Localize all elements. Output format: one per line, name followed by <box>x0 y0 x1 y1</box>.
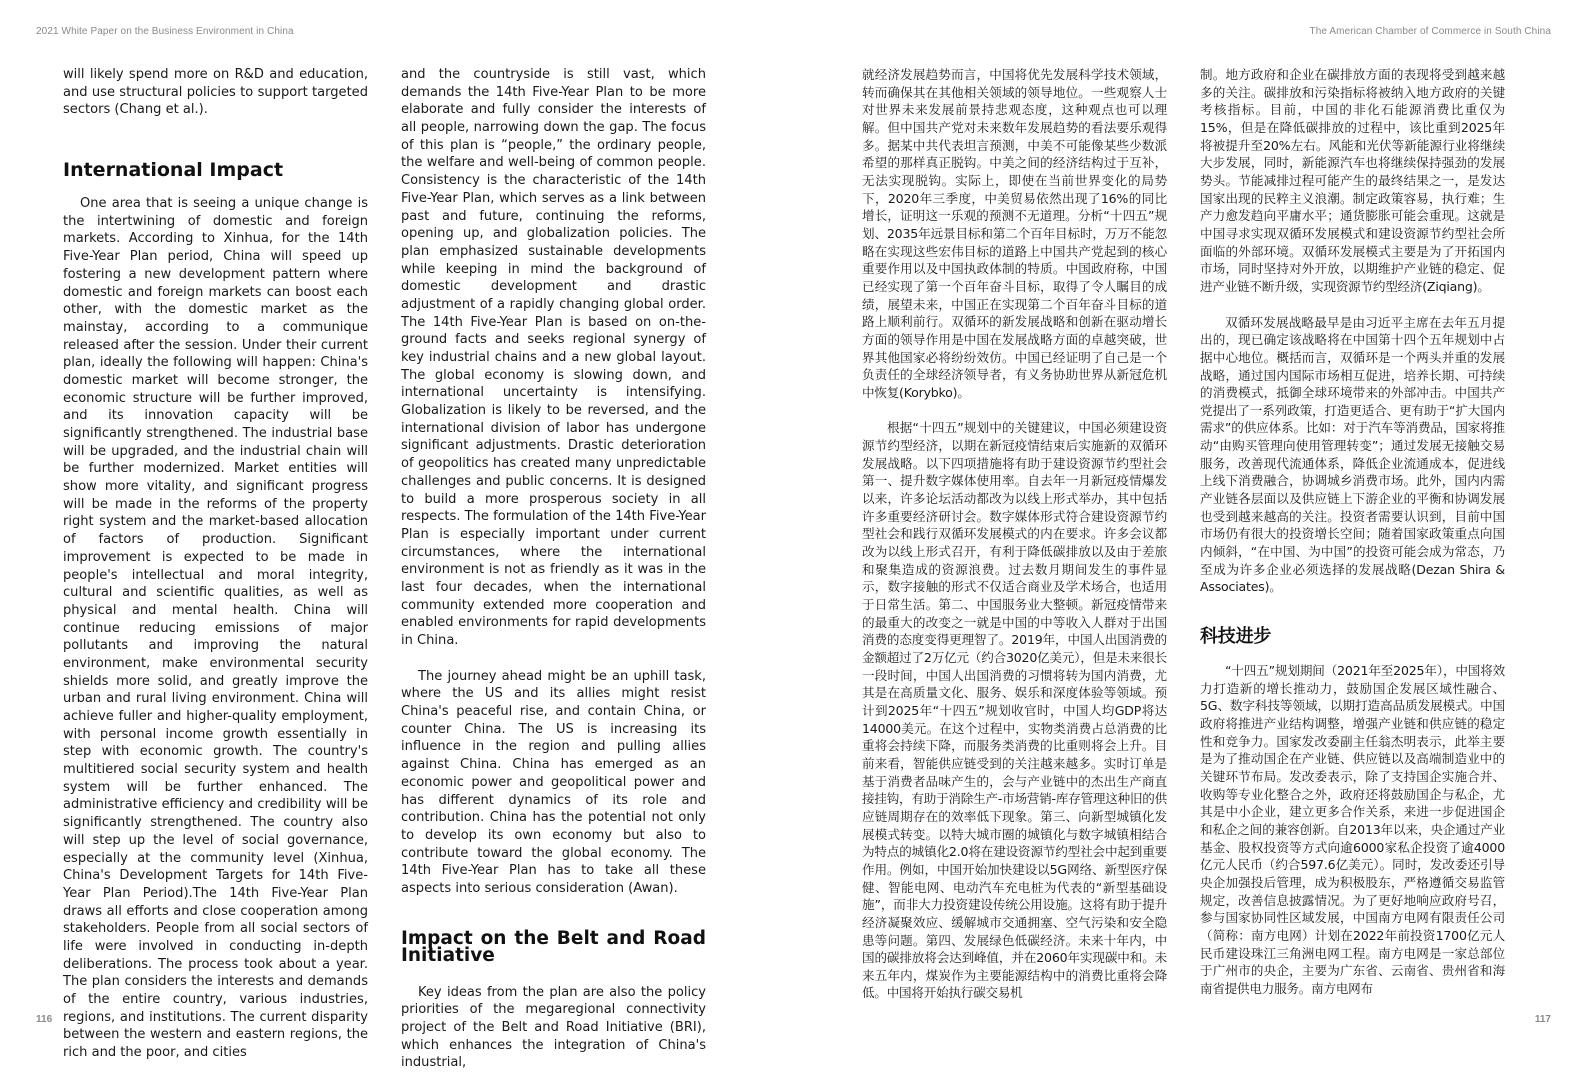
paragraph: will likely spend more on R&D and education, and use structural policies to support targeted sectors (Chang et al.). <box>63 67 368 118</box>
column-4 <box>1200 66 1505 996</box>
column-3 <box>862 66 1167 1001</box>
paragraph: Key ideas from the plan are also the policy priorities of the megaregional connectivity project of the Belt and Road Initiative (BRI), which enhances the integration of China's industrial, <box>401 984 706 1071</box>
column-1 <box>63 66 368 1061</box>
page-number-right: 117 <box>1534 1014 1551 1025</box>
paragraph: and the countryside is still vast, which demands the 14th Five-Year Plan to be more elaborate and fully consider the interests of all people, narrowing down the gap. The focus of this plan is “people,” the ordinary people, the welfare and well-being of common people. Consistency is the characteristic of the 14th Five-Year Plan, which serves as a link between past and future, continuing the reforms, opening up, and globalization policies. The plan emphasized sustainable developments while keeping in mind the background of domestic development and drastic adjustment of a rapidly changing global order. The 14th Five-Year Plan is based on on-the-ground facts and seeks regional synergy of key industrial chains and a new global layout. The global economy is slowing down, and international uncertainty is intensifying. Globalization is likely to be reversed, and the international division of labor has undergone significant adjustments. Drastic deterioration of geopolitics has created many unpredictable challenges and public concerns. It is designed to build a more prosperous society in all respects. The formulation of the 14th Five-Year Plan is especially important under current circumstances, where the international environment is not as friendly as it was in the last four decades, when the international community extended more cooperation and enabled environments for rapid developments in China. <box>401 67 706 648</box>
paragraph: 双循环发展战略最早是由习近平主席在去年五月提出的，现已确定该战略将在中国第十四个五年规划中占据中心地位。概括而言，双循环是一个两头并重的发展战略，通过国内国际市场相互促进，培养长期、可持续的消费模式，抵御全球环境带来的外部冲击。中国共产党提出了一系列政策，打造更适合、更有助于“扩大国内需求”的供应体系。比如：对于汽车等消费品，国家将推动“由购买管理向使用管理转变”；通过发展无接触交易服务，改善现代流通体系，降低企业流通成本，促进线上线下消费融合，协调城乡消费市场。此外，国内内需产业链各层面以及供应链上下游企业的平衡和协调发展也受到越来越高的关注。投资者需要认识到，目前中国市场仍有很大的投资增长空间；随着国家政策重点向国内倾斜，“在中国、为中国”的投资可能会成为常态，乃至成为许多企业必须选择的发展战略(Dezan Shira & Associates)。 <box>1200 314 1505 595</box>
paragraph: 制。地方政府和企业在碳排放方面的表现将受到越来越多的关注。碳排放和污染指标将被纳入地方政府的关键考核指标。目前，中国的非化石能源消费比重仅为15%，但是在降低碳排放的过程中，该比重到2025年将被提升至20%左右。风能和光伏等新能源行业将继续大步发展，同时，新能源汽车也将继续保持强劲的发展势头。节能减排过程可能产生的最终结果之一，是发达国家出现的民粹主义浪潮。制定政策容易，执行难；生产力愈发趋向平庸水平；通货膨胀可能会重现。这就是中国寻求实现双循环发展模式和建设资源节约型社会所面临的外部环境。双循环发展模式主要是为了开拓国内市场，同时坚持对外开放，以期维护产业链的稳定、促进产业链不断升级，实现资源节约型经济(Ziqiang)。 <box>1200 67 1505 294</box>
page-number-left: 116 <box>36 1014 53 1025</box>
running-head-left: 2021 White Paper on the Business Environment in China <box>36 26 294 37</box>
paragraph: “十四五”规划期间（2021年至2025年），中国将效力打造新的增长推动力，鼓励国企发展区域性融合、5G、数字科技等领域，以期打造高品质发展模式。中国政府将推进产业结构调整，增强产业链和供应链的稳定性和竞争力。国家发改委副主任翁杰明表示，此举主要是为了推动国企在产业链、供应链以及高端制造业中的关键环节布局。发改委表示，除了支持国企实施合并、收购等专业化整合之外，政府还将鼓励国企与私企，尤其是中小企业，建立更多合作关系，来进一步促进国企和私企之间的兼容创新。自2013年以来，央企通过产业基金、股权投资等方式向逾6000家私企投资了逾4000亿元人民币（约合597.6亿美元）。同时，发改委还引导央企加强投后管理，成为积极股东，严格遵循交易监管规定，改善信息披露情况。为了更好地响应政府号召，参与国家协同性区域发展，中国南方电网有限责任公司（简称：南方电网）计划在2022年前投资1700亿元人民币建设珠江三角洲电网工程。南方电网是一家总部位于广州市的央企，主要为广东省、云南省、贵州省和海南省提供电力服务。南方电网布 <box>1200 663 1505 996</box>
paragraph: 根据“十四五”规划中的关键建议，中国必须建设资源节约型经济，以期在新冠疫情结束后实施新的双循环发展战略。以下四项措施将有助于建设资源节约型社会第一、提升数字媒体使用率。自去年一月新冠疫情爆发以来，许多论坛活动都改为以线上形式举办，其中包括许多重要经济研讨会。数字媒体形式符合建设资源节约型社会和践行双循环发展模式的内在要求。许多会议都改为以线上形式召开，有利于降低碳排放以及由于差旅和聚集造成的资源浪费。过去数月期间发生的事件显示，数字接触的形式不仅适合商业及学术场合，也适用于日常生活。第二、中国服务业大整顿。新冠疫情带来的最重大的改变之一就是中国的中等收入人群对于出国消费的态度变得更理智了。2019年，中国人出国消费的金额超过了2万亿元（约合3020亿美元），但是未来很长一段时间，中国人出国消费的习惯将转为国内消费，尤其是在高质量文化、服务、娱乐和深度体验等领域。预计到2025年“十四五”规划收官时，中国人均GDP将达14000美元。在这个过程中，实物类消费占总消费的比重将会持续下降，而服务类消费的比重则将会上升。目前来看，智能供应链受到的关注越来越多。实时订单是基于消费者品味产生的，会与产业链中的杰出生产商直接挂钩，有助于消除生产-市场营销-库存管理这种旧的供应链周期存在的效率低下现象。第三、向新型城镇化发展模式转变。以特大城市圈的城镇化与数字城镇相结合为特点的城镇化2.0将在建设资源节约型社会中起到重要作用。例如，中国开始加快建设以5G网络、新型医疗保健、智能电网、电动汽车充电桩为代表的“新型基础设施”，而非大力投资建设传统公用设施。这将有助于提升经济凝聚效应、缓解城市交通拥塞、空气污染和安全隐患等问题。第四、发展绿色低碳经济。未来十年内，中国的碳排放将会达到峰值，并在2060年实现碳中和。未来五年内，煤炭作为主要能源结构中的消费比重将会降低。中国将开始执行碳交易机 <box>862 420 1167 1001</box>
section-heading-international-impact: International Impact <box>63 159 284 182</box>
column-2 <box>401 66 706 1071</box>
running-head-right: The American Chamber of Commerce in South China <box>1309 26 1551 37</box>
paragraph: One area that is seeing a unique change is the intertwining of domestic and foreign markets. According to Xinhua, for the 14th Five-Year Plan period, China will speed up fostering a new development pattern where domestic and foreign markets can boost each other, with the domestic market as the mainstay, according to a communique released after the session. Under their current plan, ideally the following will happen: China's domestic market will become stronger, the economic structure will be further improved, and its innovation capacity will be significantly strengthened. The industrial base will be upgraded, and the industrial chain will be further modernized. Market entities will show more vitality, and significant progress will be made in the reforms of the property right system and the market-based allocation of factors of production. Significant improvement is expected to be made in people's intellectual and moral integrity, cultural and scientific qualities, as well as physical and mental health. China will continue reducing emissions of major pollutants and improving the natural environment, make environmental security shields more solid, and greatly improve the urban and rural living environment. China will achieve fuller and higher-quality employment, with personal income growth essentially in step with economic growth. The country's multitiered social security system and health system will be further enhanced. The administrative efficiency and credibility will be significantly strengthened. The country also will step up the level of social governance, especially at the community level (Xinhua, China's Development Targets for 14th Five-Year Plan Period).The 14th Five-Year Plan draws all efforts and close cooperation among stakeholders. People from all social sectors of life were involved in conducting in-depth deliberations. The process took about a year. The plan considers the interests and demands of the entire country, various industries, regions, and institutions. The current disparity between the western and eastern regions, the rich and the poor, and cities <box>63 196 368 1061</box>
paragraph: 就经济发展趋势而言，中国将优先发展科学技术领域，转而确保其在其他相关领域的领导地位。一些观察人士对世界未来发展前景持悲观态度，这种观点也可以理解。但中国共产党对未来数年发展趋势的看法要乐观得多。据某中共代表坦言预测，中美不可能像某些少数派希望的那样真正脱钩。中美之间的经济结构过于互补，无法实现脱钩。实际上，即使在当前世界变化的局势下，2020年三季度，中美贸易依然出现了16%的同比增长，证明这一乐观的预测不无道理。分析“十四五”规划、2035年远景目标和第二个百年目标时，万万不能忽略在实现这些宏伟目标的道路上中国共产党起到的核心重要作用以及中国执政体制的特质。中国政府称，中国已经实现了第一个百年奋斗目标，取得了令人瞩目的成绩，展望未来，中国正在实现第二个百年奋斗目标的道路上顺利前行。双循环的新发展战略和创新在驱动增长方面的领导作用是中国在发展战略方面的卓越突破，世界其他国家必将纷纷效仿。中国已经证明了自己是一个负责任的全球经济领导者，有义务协助世界从新冠危机中恢复(Korybko)。 <box>862 67 1167 400</box>
paragraph: The journey ahead might be an uphill task, where the US and its allies might resist China's peaceful rise, and contain China, or counter China. The US is increasing its influence in the region and pulling allies against China. China has emerged as an economic power and geopolitical power and has different dynamics of its role and contribution. China has the potential not only to develop its own economy but also to contribute toward the global economy. The 14th Five-Year Plan has to take all these aspects into serious consideration (Awan). <box>401 668 706 896</box>
section-heading-belt-and-road: Impact on the Belt and Road Initiative <box>401 927 706 966</box>
section-heading-tech-progress: 科技进步 <box>1200 626 1272 648</box>
